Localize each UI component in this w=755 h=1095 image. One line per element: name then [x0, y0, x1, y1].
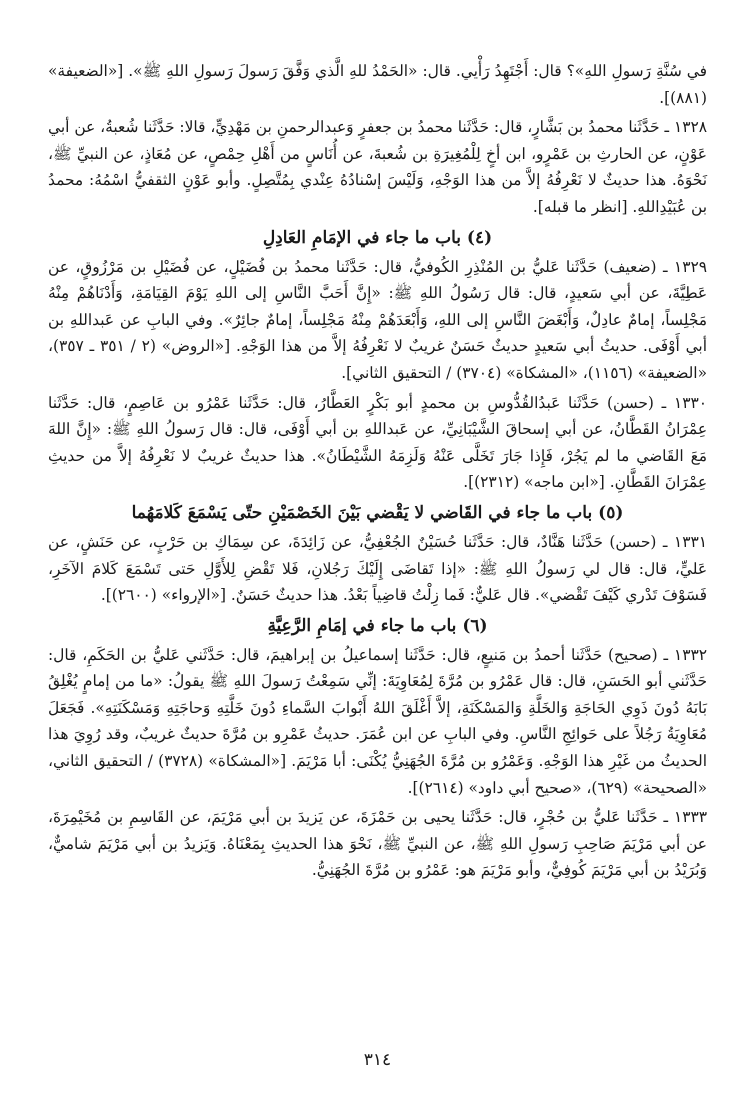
paragraph-hadith-1328: ١٣٢٨ ـ حَدَّثَنا محمدُ بن بَشَّارٍ، قال: حَدَّثَنا محمدُ بن جعفرٍ وَعبدالرحمنِ بن مَهْدِيٍّ، قالا: حَدَّثَنا شُعبةُ، عن أبي عَوْنٍ، عن الحارثِ بن عَمْرٍو، ابن أخٍ لِلْمُغِيرَةِ بن شُعبةَ، عن أُنَاسٍ من أَهْلِ حِمْصٍ، عن مُعَاذٍ، عن النبيِّ ﷺ، نَحْوَهُ. هذا حديثٌ لا نَعْرِفُهُ إلاَّ من هذا الوَجْهِ، وَلَيْسَ إسْنادُهُ عِنْدي بِمُتَّصِلٍ. وأبو عَوْنٍ الثقفيُّ اسْمُهُ: محمدُ بن عُبَيْدِاللهِ. [انظر ما قبله]. — [48, 118, 707, 216]
paragraph-hadith-1333: ١٣٣٣ ـ حَدَّثَنا عَليُّ بن حُجْرٍ، قال: حَدَّثَنا يحيى بن حَمْزَةَ، عن يَزيدَ بن أبي مَرْيَمَ، عن القَاسِمِ بن مُخَيْمِرَةَ، عن أبي مَرْيَمَ صَاحِبِ رَسولِ اللهِ ﷺ، عن النبيِّ ﷺ، نَحْوَ هذا الحديثِ بِمَعْنَاهُ. وَيَزيدُ بن أبي مَرْيَمَ شاميٌّ، وَبُرَيْدُ بن أبي مَرْيَمَ كُوفِيٌّ، وأبو مَرْيَمَ هو: عَمْرُو بن مُرَّةَ الجُهَنِيُّ. — [48, 808, 707, 880]
paragraph-hadith-1332: ١٣٣٢ ـ (صحيح) حَدَّثَنا أحمدُ بن مَنيعٍ، قال: حَدَّثَنا إسماعيلُ بن إبراهيمَ، قال: حَدَّثَني عَليُّ بن الحَكَمِ، قال: حَدَّثَني أبو الحَسَنِ، قال: قال عَمْرُو بن مُرَّةَ لِمُعَاوِيَةَ: إنِّي سَمِعْتُ رَسولَ اللهِ ﷺ يقولُ: «ما من إمامٍ يُغْلِقُ بَابَهُ دُونَ ذَوِي الحَاجَةِ وَالخَلَّةِ وَالمَسْكَنَةِ، إلاَّ أَغْلَقَ اللهُ أَبْوابَ السَّماءِ دُونَ خَلَّتِهِ وَحاجَتِهِ وَمَسْكَنَتِهِ». فَجَعَلَ مُعَاوِيَةُ رَجُلاً على حَوائِجِ النَّاسِ. وفي البابِ عن ابن عُمَرَ. حديثُ عَمْرِو بن مُرَّةَ حديثٌ غريبٌ، وقد رُوِيَ هذا الحديثُ من غَيْرِ هذا الوَجْهِ. وَعَمْرُو بن مُرَّةَ الجُهَنِيُّ يُكْنَى: أبا مَرْيَمَ. [«المشكاة» (٣٧٢٨) / التحقيق الثاني، «الصحيحة» (٦٢٩)، «صحيح أبي داود» (٢٦١٤)]. — [48, 645, 707, 797]
paragraph-hadith-1330: ١٣٣٠ ـ (حسن) حَدَّثَنا عَبدُالقُدُّوسِ بن محمدٍ أبو بَكْرٍ العَطَّارُ، قال: حَدَّثَنا عَمْرُو بن عَاصِمٍ، قال: حَدَّثَنا عِمْرَانُ القَطَّانُ، عن أبي إسحاقَ الشَّيْبَانِيِّ، عن عَبداللهِ بن أبي أَوْفَى، قال: قال رَسولُ اللهِ ﷺ: «إِنَّ اللهَ مَعَ القَاضي ما لم يَجُرْ، فَإِذا جَارَ تَخَلَّى عَنْهُ وَلَزِمَهُ الشَّيْطَانُ». هذا حديثٌ غريبٌ لا نَعْرِفُهُ إلاَّ من حديثِ عِمْرَانَ القَطَّانِ. [«ابن ماجه» (٢٣١٢)]. — [48, 393, 707, 492]
chapter-heading-6: (٦) باب ما جاء في إمَامِ الرَّعِيَّةِ — [267, 615, 488, 636]
chapter-heading-4: (٤) باب ما جاء في الإمَامِ العَادِلِ — [262, 227, 493, 248]
page-number: ٣١٤ — [363, 1050, 392, 1070]
page-body — [48, 58, 707, 887]
chapter-heading-5: (٥) باب ما جاء في القَاضي لا يَقْضي بَيْنَ الخَصْمَيْنِ حتّى يَسْمَعَ كَلامَهُما — [131, 502, 624, 523]
paragraph-hadith-1331: ١٣٣١ ـ (حسن) حَدَّثَنا هَنَّادٌ، قال: حَدَّثَنا حُسَيْنٌ الجُعْفِيُّ، عن زَائِدَةَ، عن سِمَاكِ بن حَرْبٍ، عن حَنَشٍ، عن عَليٍّ، قال: قال لي رَسولُ اللهِ ﷺ: «إذا تَقاضَى إِلَيْكَ رَجُلانِ، فَلا تَقْضِ لِلأَوَّلِ حَتى تَسْمَعَ كَلامَ الآخَرِ، فَسَوْفَ تَدْري كَيْفَ تَقْضي». قال عَليٌّ: فَما زِلْتُ قاضِياً بَعْدُ. هذا حديثٌ حَسَنٌ. [«الإرواء» (٢٦٠٠)]. — [48, 532, 707, 605]
paragraph-continuation: في سُنَّةِ رَسولِ اللهِ»؟ قال: أَجْتَهِدُ رَأْيي. قال: «الحَمْدُ للهِ الَّذي وَفَّقَ رَسولَ رَسولِ اللهِ ﷺ». [«الضعيفة» (٨٨١)]. — [48, 62, 707, 107]
paragraph-hadith-1329: ١٣٢٩ ـ (ضعيف) حَدَّثَنا عَليُّ بن المُنْذِرِ الكُوفيُّ، قال: حَدَّثَنا محمدُ بن فُضَيْلٍ، عن فُضَيْلِ بن مَرْزُوقٍ، عن عَطِيَّةَ، عن أبي سَعيدٍ، قال: قال رَسُولُ اللهِ ﷺ: «إِنَّ أَحَبَّ النَّاسِ إلى اللهِ يَوْمَ القِيَامَةِ، وَأَدْنَاهُمْ مِنْهُ مَجْلِساً، إمامٌ عادِلٌ، وَأَبْغَضَ النَّاسِ إلى اللهِ، وَأَبْعَدَهُمْ مِنْهُ مَجْلِساً، إمامٌ جائِرٌ». وفي البابِ عن عَبداللهِ بن أبي أَوْفَى. حديثُ أبي سَعيدٍ حديثٌ حَسَنٌ غريبٌ لا نَعْرِفُهُ إلاَّ من هذا الوَجْهِ. [«الروض» (٢ / ٣٥١ ـ ٣٥٧)، «الضعيفة» (١١٥٦)، «المشكاة» (٣٧٠٤) / التحقيق الثاني]. — [48, 257, 707, 382]
